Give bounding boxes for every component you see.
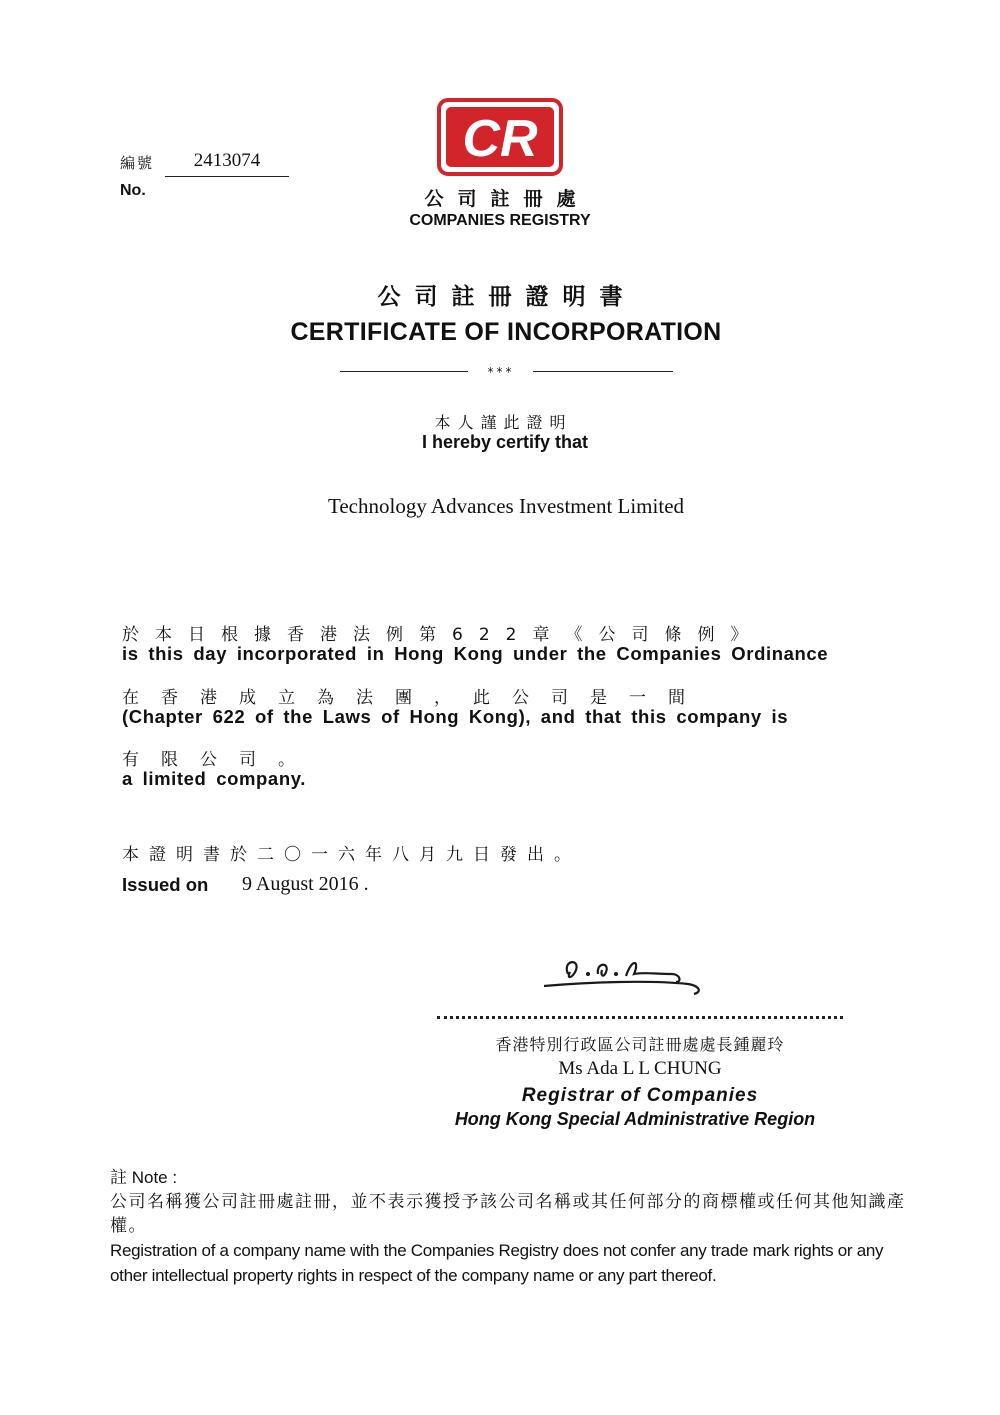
body-line2-en: (Chapter 622 of the Laws of Hong Kong), and that this company is xyxy=(122,706,789,727)
certificate-number: 2413074 xyxy=(165,150,289,177)
logo-text: CR xyxy=(462,110,538,168)
companies-registry-logo xyxy=(437,98,563,176)
divider-ornament: *** xyxy=(487,365,515,379)
issued-text-zh: 本證明書於二〇一六年八月九日發出。 xyxy=(122,845,581,865)
signature-line xyxy=(437,1016,843,1019)
registry-name-zh: 公司註冊處 xyxy=(424,188,590,210)
note-text-zh: 公司名稱獲公司註冊處註冊，並不表示獲授予該公司名稱或其任何部分的商標權或任何其他知識產權。 xyxy=(110,1192,906,1236)
divider-right xyxy=(533,371,673,372)
issued-label: Issued on xyxy=(122,874,209,895)
body-line3-en: a limited company. xyxy=(122,768,306,789)
body-line1-en: is this day incorporated in Hong Kong under the Companies Ordinance xyxy=(122,643,829,664)
certify-text-en: I hereby certify that xyxy=(421,432,589,452)
body-line1-zh: 於本日根據香港法例第622章《公司條例》 xyxy=(122,625,764,645)
title-en: CERTIFICATE OF INCORPORATION xyxy=(290,318,722,346)
registrar-name-en: Ms Ada L L CHUNG xyxy=(558,1058,722,1079)
registrar-signature xyxy=(540,952,710,1002)
company-name: Technology Advances Investment Limited xyxy=(327,494,685,518)
registry-name-en: COMPANIES REGISTRY xyxy=(409,212,591,229)
number-label-zh: 編號 xyxy=(120,154,155,172)
divider-left xyxy=(340,371,468,372)
body-line2-zh: 在香港成立為法團，此公司是一間 xyxy=(122,688,707,708)
issued-date: 9 August 2016 . xyxy=(242,873,369,895)
note-text-en: Registration of a company name with the Companies Registry does not confer any trade mark rights or any other intellectual property rights in respect of the company name or any part thereof. xyxy=(110,1241,884,1285)
registrar-name-zh: 香港特別行政區公司註冊處處長鍾麗玲 xyxy=(495,1035,785,1054)
certify-text-zh: 本人謹此證明 xyxy=(434,413,573,432)
title-zh: 公司註冊證明書 xyxy=(377,284,637,310)
body-line3-zh: 有限公司。 xyxy=(122,750,317,770)
number-label-en: No. xyxy=(120,182,146,199)
registrar-region: Hong Kong Special Administrative Region xyxy=(454,1109,816,1129)
note-heading: 註 Note : xyxy=(110,1168,178,1187)
registrar-title: Registrar of Companies xyxy=(521,1085,759,1106)
